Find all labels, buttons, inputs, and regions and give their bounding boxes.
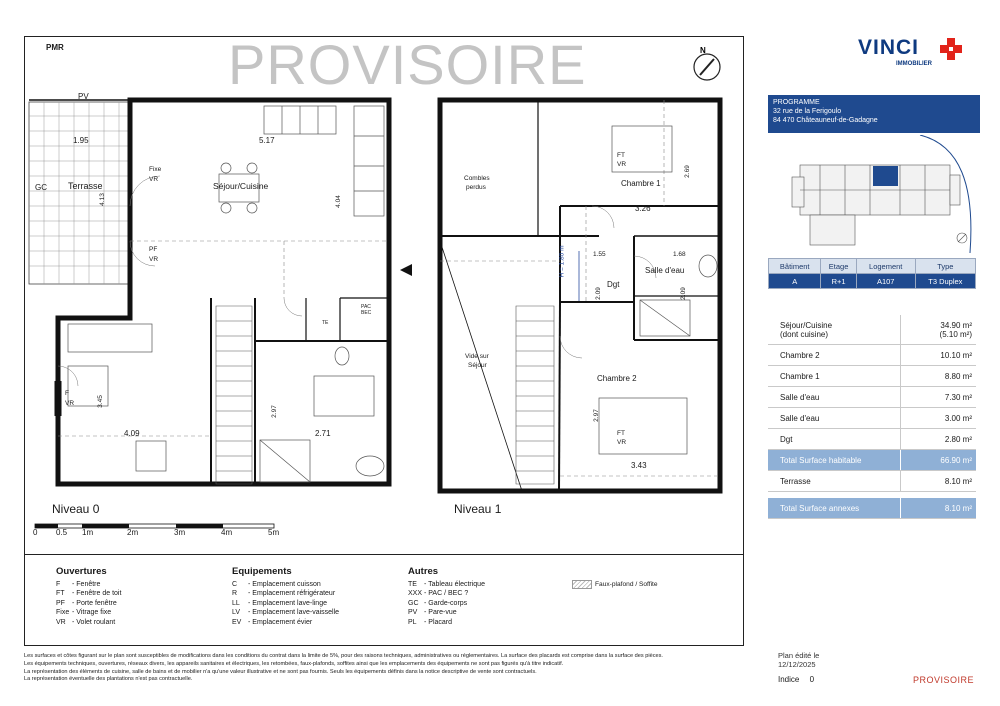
dim-1-95: 1.95 xyxy=(73,136,89,145)
disclaimer-line: La représentation des éléments de cuisine, salle de bains et de mobilier n'a qu'une valeur illustrative et ne sont pas fournis. Seuls les équipements définis dans la notice descriptive de vente sont contractuels. xyxy=(24,668,537,675)
scale-0: 0 xyxy=(33,528,38,537)
te-label: TE xyxy=(322,320,329,326)
programme-address-2: 84 470 Châteauneuf-de-Gadagne xyxy=(773,117,878,124)
surfaces-table xyxy=(768,315,976,519)
niveau-1-title: Niveau 1 xyxy=(454,502,502,516)
header-etage: Etage xyxy=(821,259,856,274)
value-type: T3 Duplex xyxy=(915,274,975,289)
scale-3m: 3m xyxy=(174,528,186,537)
faux-plafond-legend xyxy=(572,580,658,589)
surface-row: Salle d'eau 7.30 m² xyxy=(768,387,976,408)
height-label: H = 1.80 m xyxy=(558,245,566,278)
f-vr-label: VR xyxy=(65,400,75,407)
bec-label: BEC xyxy=(361,310,372,316)
dim-1-68: 1.68 xyxy=(673,251,686,258)
dim-3-45: 3.45 xyxy=(96,395,104,408)
legend-item: FT - Fenêtre de toit xyxy=(56,590,122,598)
pac-label: PAC xyxy=(361,304,371,310)
plan-edit-label: Plan édité le xyxy=(778,651,820,660)
floor-plans xyxy=(24,36,744,554)
ft1-vr-label: VR xyxy=(617,161,627,168)
key-plan xyxy=(770,135,978,255)
lot-info-table xyxy=(768,258,976,289)
scale-1m: 1m xyxy=(82,528,94,537)
dim-3-26: 3.26 xyxy=(635,204,651,213)
surface-row: Dgt 2.80 m² xyxy=(768,429,976,450)
vide-sur-label: Vide sur xyxy=(465,353,489,360)
disclaimer xyxy=(24,653,764,684)
legend-ouvertures xyxy=(56,566,121,627)
level-0-plan xyxy=(29,100,412,484)
legend-equipements xyxy=(232,566,339,627)
dim-3-43: 3.43 xyxy=(631,461,647,470)
dim-2-09-b: 2.09 xyxy=(679,287,687,300)
sejour-label: Séjour/Cuisine xyxy=(213,181,269,191)
surface-row: Chambre 1 8.80 m² xyxy=(768,366,976,387)
scale-4m: 4m xyxy=(221,528,233,537)
legend-item: PV - Pare-vue xyxy=(408,609,457,617)
chambre-1-label: Chambre 1 xyxy=(621,179,661,188)
ft2-vr-label: VR xyxy=(617,439,627,446)
value-batiment: A xyxy=(769,274,821,289)
programme-address-1: 32 rue de la Ferigoulo xyxy=(773,108,842,115)
legend-item: PF - Porte fenêtre xyxy=(56,599,117,607)
legend-item: R - Emplacement réfrigérateur xyxy=(232,590,336,598)
dim-2-09-a: 2.09 xyxy=(594,287,602,300)
indice-label: Indice xyxy=(778,675,800,684)
surface-row: Chambre 2 10.10 m² xyxy=(768,345,976,366)
fixe-vr-label: VR xyxy=(149,176,159,183)
legend-equipements-title: Equipements xyxy=(232,566,292,577)
f-label: F xyxy=(65,390,69,397)
legend-item: GC - Garde-corps xyxy=(408,599,468,607)
legend-autres xyxy=(408,566,485,627)
vinci-logo xyxy=(858,36,932,67)
header-logement: Logement xyxy=(856,259,915,274)
scale-0-5: 0.5 xyxy=(56,528,68,537)
legend-item: EV - Emplacement évier xyxy=(232,618,313,626)
gc-label: GC xyxy=(35,183,47,192)
level-1-plan xyxy=(440,100,720,491)
combles-label: Combles xyxy=(464,175,490,182)
dim-2-97-l1: 2.97 xyxy=(592,409,600,422)
programme-label: PROGRAMME xyxy=(773,99,820,106)
legend-autres-title: Autres xyxy=(408,566,439,577)
faux-plafond-label: Faux-plafond / Soffite xyxy=(595,581,658,588)
pf-label: PF xyxy=(149,246,158,253)
logo-cross-icon xyxy=(938,36,966,64)
value-etage: R+1 xyxy=(821,274,856,289)
dim-4-09: 4.09 xyxy=(124,429,140,438)
plan-edit-value: 12/12/2025 xyxy=(778,660,816,669)
surface-row: Terrasse 8.10 m² xyxy=(768,471,976,492)
terrasse-label: Terrasse xyxy=(68,181,103,191)
dim-4-13: 4.13 xyxy=(98,193,106,206)
apartment-highlight xyxy=(873,166,898,186)
surface-row: Salle d'eau 3.00 m² xyxy=(768,408,976,429)
legend-item: VR - Volet roulant xyxy=(56,618,116,626)
legend-item: LL - Emplacement lave-linge xyxy=(232,599,327,607)
disclaimer-line: Les surfaces et côtes figurant sur le plan sont susceptibles de modifications dans les conditions du contrat dans la limite de 5%, pour des raisons techniques, administratives ou réglementaires. La surface des placards est comprise dans la surface des pièces. xyxy=(24,653,663,659)
total-annexes-row: Total Surface annexes 8.10 m² xyxy=(768,498,976,519)
total-habitable-row: Total Surface habitable 66.90 m² xyxy=(768,450,976,471)
dim-2-69: 2.69 xyxy=(683,165,691,178)
dgt-label: Dgt xyxy=(607,280,620,289)
pv-label: PV xyxy=(78,92,89,101)
legend-item: Fixe - Vitrage fixe xyxy=(56,609,112,617)
pf-vr-label: VR xyxy=(149,256,159,263)
logo-sub: IMMOBILIER xyxy=(896,61,932,67)
legend-divider xyxy=(24,554,744,555)
value-logement: A107 xyxy=(856,274,915,289)
dim-2-71: 2.71 xyxy=(315,429,331,438)
indice xyxy=(778,675,814,684)
legend-item: TE - Tableau électrique xyxy=(408,581,485,588)
disclaimer-line: La représentation éventuelle des plantations n'est pas contractuelle. xyxy=(24,676,193,683)
dim-4-04: 4.04 xyxy=(334,195,342,208)
header-batiment: Bâtiment xyxy=(769,259,821,274)
indice-value: 0 xyxy=(809,675,815,684)
hatch-swatch-icon xyxy=(572,580,592,589)
compass-north-label: N xyxy=(700,46,706,55)
logo-name: VINCI xyxy=(858,36,920,59)
ft1-label: FT xyxy=(617,152,625,159)
scale-2m: 2m xyxy=(127,528,139,537)
perdus-label: perdus xyxy=(466,184,486,191)
scale-bar xyxy=(35,524,274,528)
header-type: Type xyxy=(915,259,975,274)
niveau-0-title: Niveau 0 xyxy=(52,502,100,516)
dim-5-17: 5.17 xyxy=(259,136,275,145)
legend-item: C - Emplacement cuisson xyxy=(232,581,321,588)
chambre-2-label: Chambre 2 xyxy=(597,374,637,383)
legend-item: PL - Placard xyxy=(408,618,453,626)
legend-ouvertures-title: Ouvertures xyxy=(56,566,107,577)
legend-item: LV - Emplacement lave-vaisselle xyxy=(232,609,340,617)
legend-item: F - Fenêtre xyxy=(56,581,101,588)
dim-2-97: 2.97 xyxy=(270,405,278,418)
plan-edit-date xyxy=(778,651,819,669)
vide-sejour-label: Séjour xyxy=(468,362,487,369)
legend-item: XXX - PAC / BEC ? xyxy=(408,590,469,598)
disclaimer-line: Les équipements techniques, ouvertures, réseaux divers, les appareils sanitaires et électriques, les retombées, faux-plafonds, soffites ainsi que les emplacements des équipements ne sont pas figurés qu'à titre indicatif. xyxy=(24,660,564,667)
surface-row: Séjour/Cuisine (dont cuisine) 34.90 m² (5.10 m²) xyxy=(768,315,976,345)
scale-5m: 5m xyxy=(268,528,280,537)
programme-block xyxy=(768,95,980,133)
ft2-label: FT xyxy=(617,430,625,437)
salle-deau-label: Salle d'eau xyxy=(645,266,685,275)
fixe-label: Fixe xyxy=(149,166,162,173)
pmr-label: PMR xyxy=(46,43,64,52)
provisoire-watermark: PROVISOIRE xyxy=(228,33,587,96)
dim-1-55: 1.55 xyxy=(593,251,606,258)
status-provisoire: PROVISOIRE xyxy=(913,675,975,685)
